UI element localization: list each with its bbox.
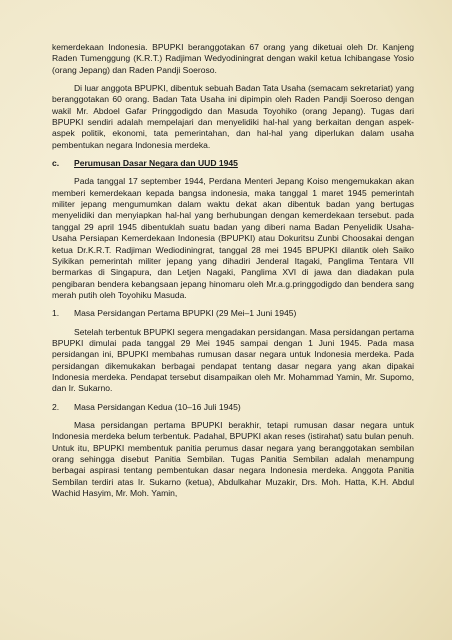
section-number: c. xyxy=(52,158,60,169)
section-heading-c xyxy=(52,158,414,169)
subheading-title: Masa Persidangan Kedua (10–16 Juli 1945) xyxy=(74,401,241,412)
subheading-title: Masa Persidangan Pertama BPUPKI (29 Mei–1 Juni 1945) xyxy=(74,308,297,319)
subheading-first-session xyxy=(52,308,414,319)
paragraph-formation: Pada tanggal 17 september 1944, Perdana Menteri Jepang Koiso mengemukakan akan memberi kemerdekaan kepada bangsa indonesia, maka tanggal 1 maret 1945 pemerintah militer jepang mengumumkan dalam waktu dekat akan dibentuk badan yang bertugas menyelidiki dan menyiapkan hal-hal yang berhubungan dengan kemerdekaan tersebut. pada tanggal 29 april 1945 dibentuklah suatu badan yang diberi nama Badan Penyelidik Usaha-Usaha Persiapan Kemerdekaan Indonesia (BPUPKI) atau Dokuritsu Zunbi Choosakai dengan ketua Dr.K.R.T. Radjiman Wediodiningrat, tanggal 28 mei 1945 BPUPKI dilantik oleh Saiko Syikikan pemerintah militer jepang yang dihadiri Jenderal Itagaki, Panglima Tentara VII bermarkas di Singapura, dan Letjen Nagaki, Panglima XVI di jawa dan diadakan pula pengibaran bendera kebangsaan jepang hinomaru oleh Mr.a.g.pringgodigdo dan bendera sang merah putih oleh Toyohiku Masuda. xyxy=(52,176,414,300)
paragraph-tata-usaha: Di luar anggota BPUPKI, dibentuk sebuah Badan Tata Usaha (semacam sekretariat) yang beranggotakan 60 orang. Badan Tata Usaha ini dipimpin oleh Raden Pandji Soeroso dengan wakil Mr. Abdoel Gafar Pringgodigdo dan Masuda Toyohiko (orang Jepang). Tugas dari BPUPKI sendiri adalah mempelajari dan menyelidiki hal-hal yang berkaitan dengan aspek-aspek politik, ekonomi, tata pemerintahan, dan hal-hal yang diperlukan dalam usaha pembentukan negara Indonesia merdeka. xyxy=(52,83,415,150)
subheading-number: 2. xyxy=(52,401,60,412)
page-content xyxy=(52,42,414,506)
paragraph-second-session: Masa persidangan pertama BPUPKI berakhir, tetapi rumusan dasar negara untuk Indonesia merdeka belum terbentuk. Padahal, BPUPKI akan reses (istirahat) satu bulan penuh. Untuk itu, BPUPKI membentuk panitia perumus dasar negara yang beranggotakan sembilan orang sehingga disebut Panitia Sembilan. Tugas Panitia Sembilan adalah menampung berbagai aspirasi tentang pembentukan dasar negara Indonesia merdeka. Anggota Panitia Sembilan terdiri atas Ir. Sukarno (ketua), Abdulkahar Muzakir, Drs. Moh. Hatta, K.H. Abdul Wachid Hasyim, Mr. Moh. Yamin, xyxy=(52,419,414,499)
paragraph-bpupki-members: kemerdekaan Indonesia. BPUPKI beranggotakan 67 orang yang diketuai oleh Dr. Kanjeng Raden Tumenggung (K.R.T.) Radjiman Wedyodiningrat dengan wakil ketua Ichibangase Yosio (orang Jepang) dan Raden Pandji Soeroso. xyxy=(52,42,414,75)
paragraph-first-session: Setelah terbentuk BPUPKI segera mengadakan persidangan. Masa persidangan pertama BPUPKI dimulai pada tanggal 29 Mei 1945 sampai dengan 1 Juni 1945. Pada masa persidangan ini, BPUPKI membahas rumusan dasar negara untuk Indonesia merdeka. Pada persidangan dikemukakan berbagai pendapat tentang dasar negara yang akan dipakai Indonesia merdeka. Pendapat tersebut disampaikan oleh Mr. Mohammad Yamin, Mr. Supomo, dan Ir. Sukarno. xyxy=(52,326,414,394)
subheading-second-session xyxy=(52,402,414,413)
section-title: Perumusan Dasar Negara dan UUD 1945 xyxy=(74,158,238,169)
subheading-number: 1. xyxy=(52,308,60,319)
